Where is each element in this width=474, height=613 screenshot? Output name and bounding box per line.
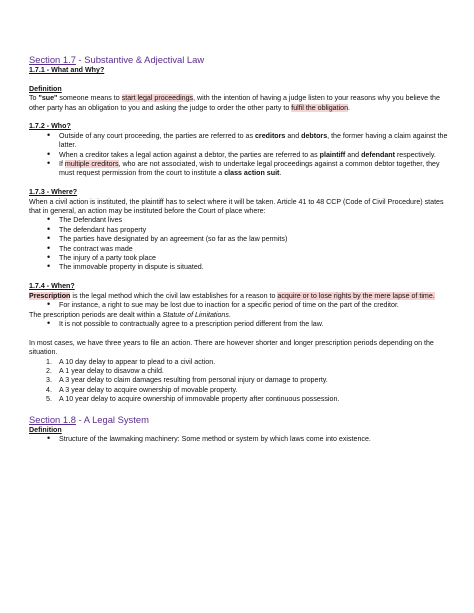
list-item: • Structure of the lawmaking machinery: Some method or system by which laws come into existence. [29,435,449,444]
who-list [29,132,449,179]
list-item: • It is not possible to contractually agree to a prescription period different from the law. [29,320,449,329]
section-1-7-title: Section 1.7 - Substantive & Adjectival Law [29,54,205,65]
list-item: 4. A 3 year delay to acquire ownership of movable property. [46,385,238,394]
list-item: 3. A 3 year delay to claim damages resulting from personal injury or damage to property. [46,376,328,385]
heading-1-7-4: 1.7.4 - When? [29,282,75,291]
highlight: Prescription [29,291,71,300]
section-1-8-title: Section 1.8 - A Legal System [29,413,149,425]
section-1-8-link[interactable]: Section 1.8 [29,413,76,425]
where-list [29,216,449,272]
list-item: • If multiple creditors, who are not associated, wish to undertake legal proceedings against a common debtor together, they must request permission from the court to institute a class action suit. [29,160,449,179]
periods-list [29,358,449,405]
list-item: 5. A 10 year delay to acquire ownership of immovable property after continuous possession. [46,395,340,404]
highlight: start legal proceedings [121,94,194,103]
list-item: • The contract was made [29,245,449,254]
statute-list [29,320,449,329]
list-item: • For instance, a right to sue may be lost due to inaction for a specific period of time on the part of the creditor. [29,301,449,310]
legal-system-list [29,435,449,444]
highlight: multiple creditors [64,160,119,169]
prescription-list [29,301,449,310]
highlight: acquire or to lose rights by the mere lapse of time. [277,291,435,300]
document-page [29,54,449,445]
list-item: • When a creditor takes a legal action against a debtor, the parties are referred to as plaintiff and defendant respectively. [29,151,449,160]
list-item: 2. A 1 year delay to disavow a child. [46,366,164,375]
list-item: • The parties have designated by an agreement (so far as the law permits) [29,235,449,244]
list-item: • The immovable property in dispute is situated. [29,263,449,272]
list-item: • The injury of a party took place [29,254,449,263]
prescription-paragraph: Prescription is the legal method which the civil law establishes for a reason to acquire or to lose rights by the mere lapse of time. [29,291,435,300]
definition-heading: Definition [29,425,62,434]
heading-1-7-1: 1.7.1 - What and Why? [29,66,105,74]
list-item: • The defendant has property [29,226,449,235]
list-item: • The Defendant lives [29,216,449,225]
periods-paragraph: In most cases, we have three years to file an action. There are however shorter and longer prescription periods depending on the situation. [29,338,434,357]
definition-paragraph: To "sue" someone means to start legal proceedings, with the intention of having a judge listen to your reasons why you believe the other party has an obligation to you and asking the judge to order the other party to fulfil the obligation. [29,94,440,112]
definition-heading: Definition [29,84,62,93]
list-item: • Outside of any court proceeding, the parties are referred to as creditors and debtors, the former having a claim against the latter. [29,132,449,151]
section-1-7-link[interactable]: Section 1.7 [29,54,76,65]
heading-1-7-3: 1.7.3 - Where? [29,188,78,197]
where-intro: When a civil action is instituted, the plaintiff has to select where it will be taken. Article 41 to 48 CCP (Code of Civil Procedure) states that in general, an action may be instituted before the Court of place where: [29,197,444,216]
list-item: 1. A 10 day delay to appear to plead to a civil action. [46,357,216,366]
statute-paragraph: The prescription periods are dealt within a Statute of Limitations. [29,310,231,319]
highlight: fulfil the obligation [291,103,349,112]
heading-1-7-2: 1.7.2 - Who? [29,122,71,131]
